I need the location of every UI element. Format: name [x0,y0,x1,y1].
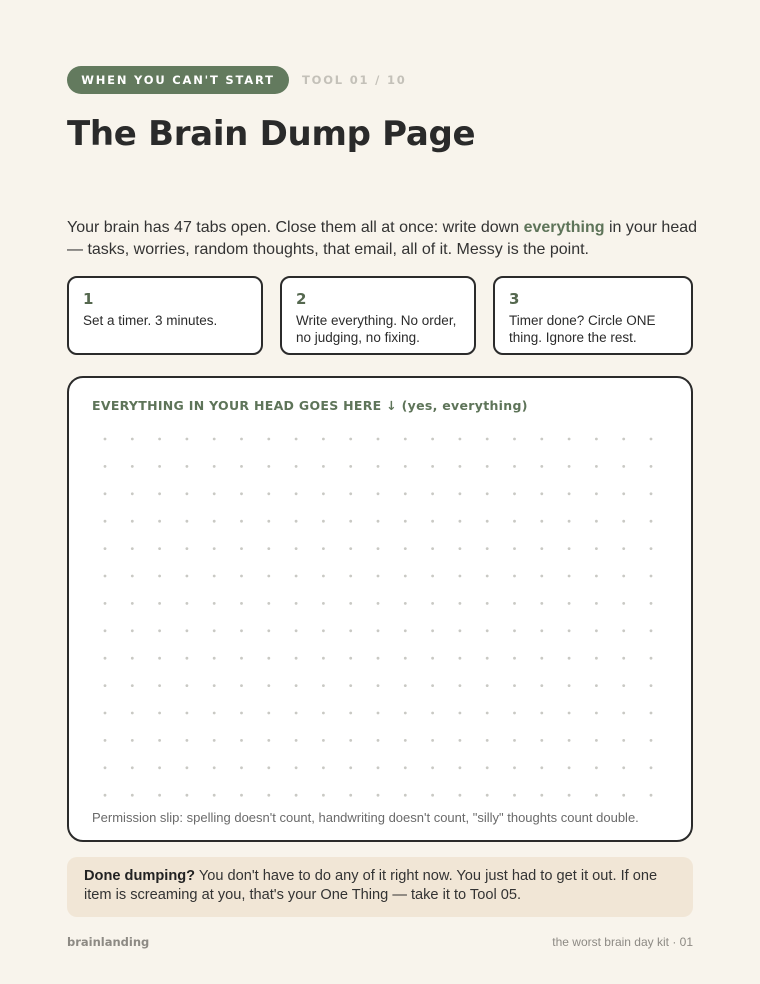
done-note [67,857,693,917]
step-text: Timer done? Circle ONE thing. Ignore the rest. [509,313,656,345]
intro-highlight: everything [523,219,605,236]
step-card-2 [280,276,476,355]
section-pill: WHEN YOU CAN'T START [67,66,289,94]
done-note-text: You don't have to do any of it right now. You just had to get it out. If one item is screaming at you, that's your One Thing — take it to Tool 05. [84,868,658,903]
step-text: Set a timer. 3 minutes. [83,313,218,328]
step-number: 1 [83,290,94,308]
step-card-1 [67,276,263,355]
done-note-bold: Done dumping? [84,868,196,884]
steps-row [67,276,693,359]
dot-grid [69,378,691,840]
page-title: The Brain Dump Page [67,114,476,154]
brain-dump-area[interactable] [67,376,693,842]
tool-number: TOOL 01 / 10 [302,73,407,87]
footer-kit-label: the worst brain day kit · 01 [552,935,693,949]
footer-brand: brainlanding [67,935,150,949]
step-number: 2 [296,290,307,308]
step-number: 3 [509,290,520,308]
intro-text-start: Your brain has 47 tabs open. Close them all at once: write down [67,219,524,236]
step-card-3 [493,276,693,355]
permission-slip: Permission slip: spelling doesn't count, handwriting doesn't count, "silly" thoughts count double. [92,810,639,825]
intro-paragraph [67,217,697,261]
dump-heading: EVERYTHING IN YOUR HEAD GOES HERE ↓ (yes, everything) [92,398,528,413]
header-row [67,66,407,94]
step-text: Write everything. No order, no judging, no fixing. [296,313,457,345]
intro-text-end: in your head — tasks, worries, random thoughts, that email, all of it. Messy is the point. [67,219,698,258]
